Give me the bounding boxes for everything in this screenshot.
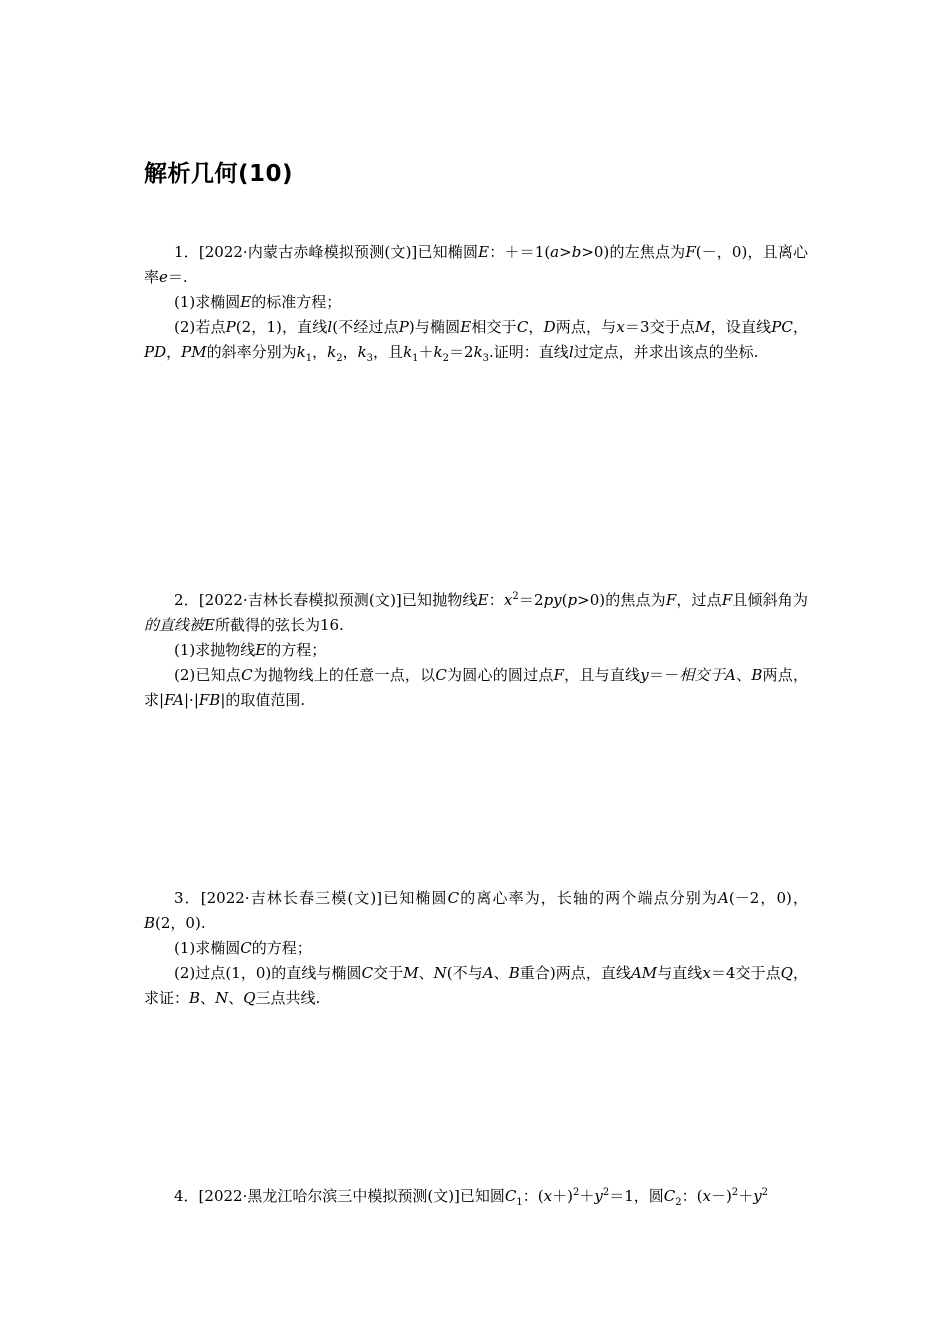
problem-4-stem: 4．[2022·黑龙江哈尔滨三中模拟预测(文)]已知圆$C_1$：$(x+)^2+y^2=1$，圆$C_2$：$(x-)^2+y^2$ xyxy=(174,1187,769,1208)
problem-3 xyxy=(144,886,808,1011)
problem-1-stem xyxy=(144,240,808,290)
problem-1-part-1: (1)求椭圆E的标准方程； xyxy=(174,293,342,311)
problem-1-part-2: (2)若点P(2，1)，直线l(不经过点P)与椭圆E相交于C，D两点，与x＝3交于点M，设直线PC，PD，PM的斜率分别为$k_1$，$k_2$，$k_3$，且$k_1+k_2=2k_3$.证明：直线l过定点，并求出该点的坐标. xyxy=(144,318,808,364)
problem-4 xyxy=(144,1184,808,1209)
problem-2-stem: 2．[2022·吉林长春模拟预测(文)]已知抛物线E：$x^2=2py(p>0)$的焦点为F，过点F且倾斜角为的直线被E所截得的弦长为16. xyxy=(144,591,808,634)
problem-1-stem-text: 1．[2022·内蒙古赤峰模拟预测(文)]已知椭圆E：＋＝1(a>b>0)的左焦点为F(－，0)，且离心率e＝. xyxy=(144,243,809,286)
problem-2-part-1: (1)求抛物线E的方程； xyxy=(174,641,327,659)
page-title: 解析几何(10) xyxy=(144,161,294,187)
problem-3-part-1: (1)求椭圆C的方程； xyxy=(174,939,312,957)
problem-2 xyxy=(144,588,808,713)
problem-2-part-2: (2)已知点C为抛物线上的任意一点，以C为圆心的圆过点F，且与直线y＝－相交于A、B两点，求|FA|·|FB|的取值范围. xyxy=(144,666,808,709)
problem-1 xyxy=(144,240,808,365)
problem-3-part-2: (2)过点(1，0)的直线与椭圆C交于M、N(不与A、B重合)两点，直线AM与直线x＝4交于点Q，求证：B、N、Q三点共线. xyxy=(144,964,808,1007)
problem-3-stem: 3．[2022·吉林长春三模(文)]已知椭圆C的离心率为，长轴的两个端点分别为A(－2，0)，B(2，0). xyxy=(144,889,808,932)
